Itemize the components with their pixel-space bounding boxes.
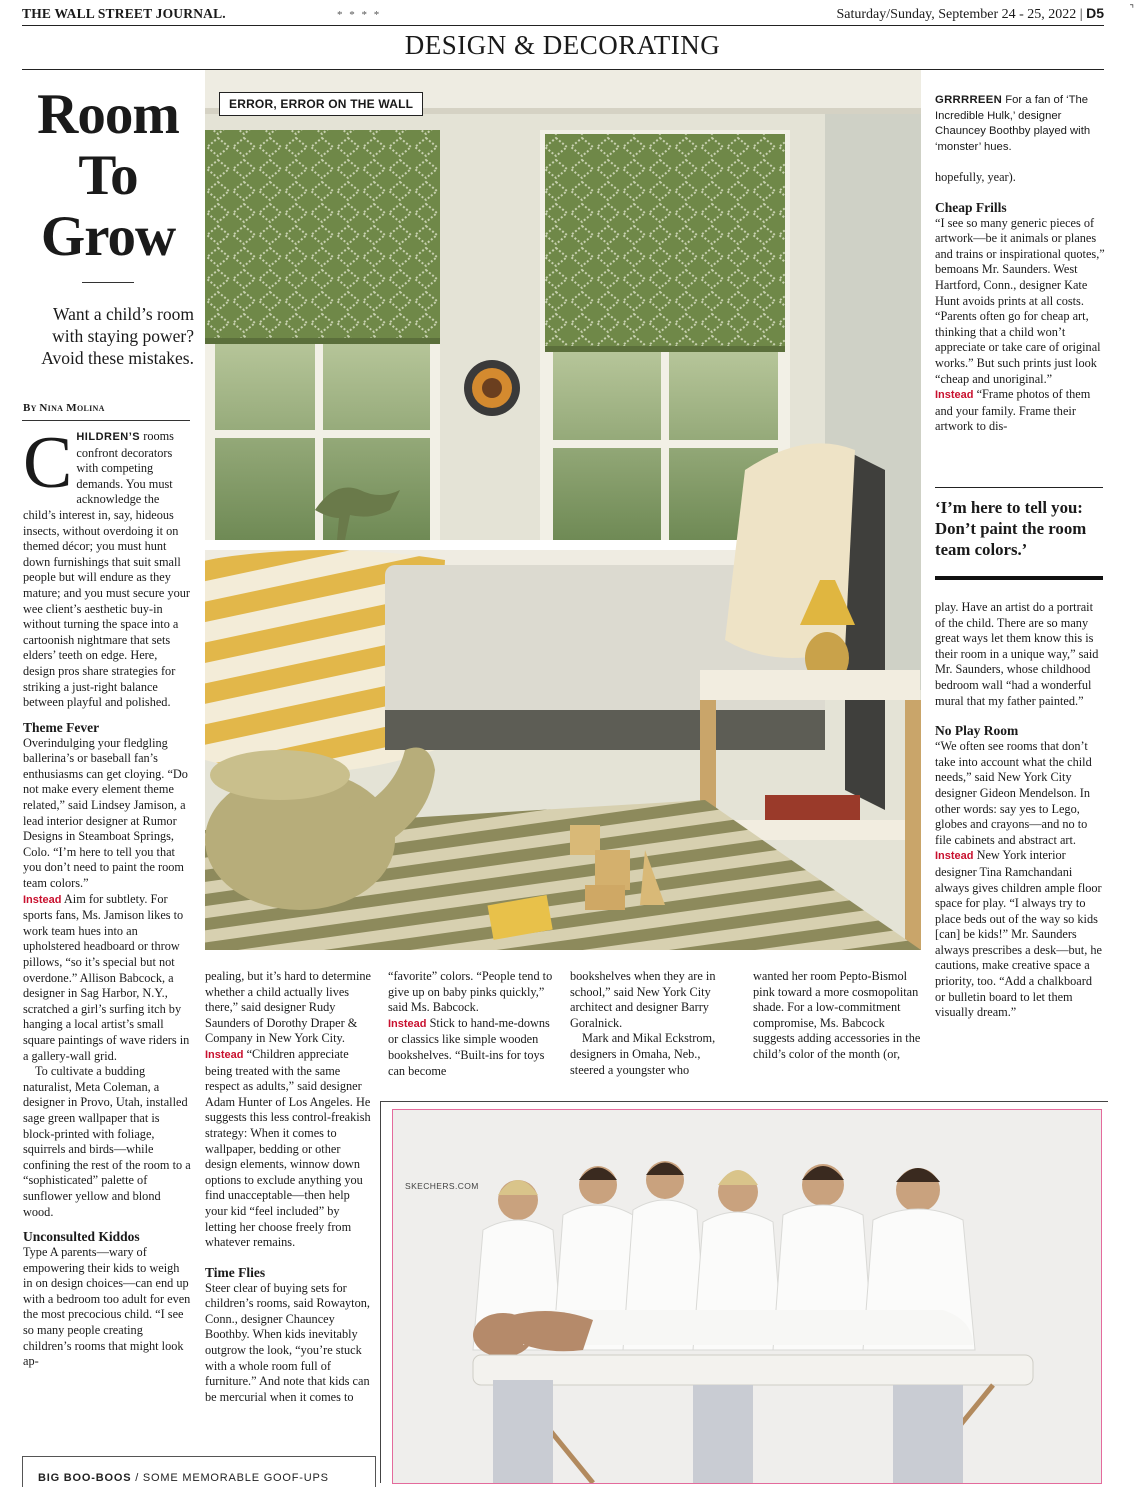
sidebar-separator: / (135, 1472, 140, 1484)
top-rule (22, 25, 1104, 26)
issue-date (837, 5, 1105, 23)
advertisement[interactable] (392, 1109, 1102, 1484)
paragraph (205, 1047, 373, 1251)
byline (23, 402, 105, 414)
page-number: D5 (1086, 5, 1104, 21)
author-name: Nina Molina (39, 402, 105, 414)
pullquote-top-rule (935, 487, 1103, 488)
paragraph: “We often see rooms that don’t take into account what the child needs,” said New York City designer Gideon Mendelson. In other words: say yes to Lego, globes and crayons—and no to file cabinets and abstract art. (935, 739, 1092, 847)
instead-label: Instead (23, 893, 62, 906)
paragraph: “favorite” colors. “People tend to give up on baby pinks quickly,” said Ms. Babcock. (388, 969, 553, 1015)
paragraph-text: Stick to hand-me-downs or classics like simple wooden bookshelves. “Built-ins for toys can become (388, 1015, 550, 1078)
section-title: DESIGN & DECORATING (404, 30, 721, 60)
lead-paragraph (23, 422, 192, 711)
article-column-2 (205, 969, 373, 1405)
photo-label: ERROR, ERROR ON THE WALL (219, 92, 423, 116)
paragraph: “I see so many generic pieces of artwork—be it animals or planes and trains or inspirational quotes,” bemoans Mr. Saunders. West Hartford, Conn., designer Kate Hunt avoids prints at all costs. “Parents often go for cheap art, thinking that a child won’t appreciate or take care of original works.” But such prints just look “cheap and unoriginal.” (935, 215, 1105, 386)
headline-rule (82, 282, 134, 283)
paragraph-text: Aim for subtlety. For sports fans, Ms. Jamison likes to work team hues into an upholstered headboard or throw pillows, “so it’s special but not overdone.” Allison Babcock, a designer in Sag Harbor, N.Y., scratched a girl’s surfing itch by hanging a local artist’s small square paintings of wave riders in a gallery-wall grid. (23, 891, 190, 1063)
bedroom-illustration (205, 70, 921, 950)
paragraph: bookshelves when they are in school,” said New York City architect and designer Barry Goralnick. (570, 969, 716, 1030)
caption-text: For a fan of ‘The Incredible Hulk,’ designer Chauncey Boothby played with ‘monster’ hues. (935, 94, 1091, 153)
instead-label: Instead (205, 1048, 244, 1061)
photo-caption (935, 93, 1103, 155)
headline-line-3: Grow (40, 205, 176, 268)
drop-cap: C (23, 422, 73, 504)
paragraph: pealing, but it’s hard to determine whether a child actually lives there,” said designer Rudy Saunders of Dorothy Draper & Company in New York City. (205, 969, 371, 1046)
paragraph: Steer clear of buying sets for children’s rooms, said Rowayton, Conn., designer Chauncey Boothby. When kids inevitably outgrow the look, “you’re stuck with a whole room full of furniture.” And note that kids can be mercurial when it comes to (205, 1280, 370, 1404)
paragraph-text: rooms confront decorators with competing demands. You must acknowledge the child’s interest in, say, hideous insects, without overdoing it on themed décor; you must hunt down furnishings that suit small people but will endure as they mature; and you must secure your wee client’s aesthetic buy-in without turning the space into a cartoonish nightmare that sets elders’ teeth on edge. Here, design pros share strategies for striking a just-right balance between playful and polished. (23, 429, 190, 710)
edition-stars: * * * * (337, 9, 382, 21)
article-column-4 (570, 969, 738, 1078)
article-column-6-top (935, 170, 1105, 435)
pullquote: ‘I’m here to tell you: Don’t paint the room team colors.’ (935, 498, 1087, 559)
article-column-3 (388, 969, 556, 1079)
massage-ad-illustration (393, 1110, 1101, 1483)
paragraph: hopefully, year). (935, 170, 1016, 184)
sidebar-subheading: SOME MEMORABLE GOOF-UPS (142, 1472, 329, 1484)
crop-mark-icon: ⌝ (1129, 4, 1134, 15)
paragraph (935, 387, 1105, 435)
instead-label: Instead (935, 850, 974, 863)
paragraph (935, 848, 1105, 1021)
paragraph: To cultivate a budding naturalist, Meta Coleman, a designer in Provo, Utah, installed sage green wallpaper that is block-printed with foliage, squirrels and birds—while confining the rest of the room to a “sophisticated” palette of sunflower yellow and blond wood. (23, 1064, 191, 1219)
subhead-unconsulted-kiddos: Unconsulted Kiddos (23, 1229, 140, 1245)
headline-line-1: Room (37, 83, 179, 146)
paragraph-text: New York interior designer Tina Ramchandani always gives children ample floor space for play. “I always try to place beds out of the way so kids [can] be kids!” Mr. Saunders always prescribes a desk—but, he cautions, make creative space a priority, too. “Add a chalkboard or bulletin board to let them visually dream.” (935, 848, 1102, 1020)
byline-rule (22, 420, 190, 421)
subhead-cheap-frills: Cheap Frills (935, 199, 1007, 215)
pullquote-bottom-rule (935, 576, 1103, 580)
bedroom-photo (205, 70, 921, 950)
paragraph (388, 1016, 556, 1079)
paragraph (23, 892, 192, 1065)
headline-line-2: To (78, 144, 138, 207)
dek: Want a child’s room with staying power? Avoid these mistakes. (41, 304, 194, 368)
article-column-1 (23, 422, 192, 1370)
headline (22, 84, 194, 267)
caption-lead: GRRRREEN (935, 94, 1003, 106)
paragraph: Overindulging your fledgling ballerina’s or baseball fan’s enthusiasms can get cloying. “Do not make every element theme related,” said Lindsey Jamison, a lead interior designer at Rumor Designs in Steamboat Springs, Colo. “I’m here to tell you that you don’t need to paint the room team colors.” (23, 735, 188, 891)
subhead-theme-fever: Theme Fever (23, 719, 100, 735)
date-text: Saturday/Sunday, September 24 - 25, 2022 | (836, 7, 1083, 22)
sidebar-title (38, 1472, 329, 1484)
instead-label: Instead (935, 389, 974, 402)
article-column-6-bottom (935, 600, 1105, 1021)
paragraph: wanted her room Pepto-Bismol pink toward a more cosmopolitan shade. For a low-commitment compromise, Ms. Babcock suggests adding accessories in the child’s color of the month (or, (753, 969, 921, 1061)
subhead-time-flies: Time Flies (205, 1264, 266, 1280)
paragraph-text: “Children appreciate being treated with the same respect as adults,” said designer Adam Hunter of Los Angeles. He suggests this less control-freakish strategy: When it comes to wallpaper, bedding or other design elements, winnow down options to exclude anything you find unacceptable—then help your kid “feel included” by letting her choose freely from whatever remains. (205, 1046, 371, 1250)
lead-word: HILDREN’S (76, 431, 141, 443)
paragraph-text: “Frame photos of them and your family. Frame their artwork to dis- (935, 387, 1091, 434)
byline-prefix: By (23, 402, 37, 414)
instead-label: Instead (388, 1017, 427, 1030)
sidebar-heading: BIG BOO-BOOS (38, 1472, 132, 1484)
newspaper-name: THE WALL STREET JOURNAL. (22, 6, 226, 21)
ad-brand[interactable]: SKECHERS.COM (405, 1181, 479, 1191)
article-column-5 (753, 969, 921, 1063)
paragraph: play. Have an artist do a portrait of the child. There are so many great ways let them know this is their room in a unique way,” said Mr. Saunders, whose childhood bedroom wall “had a wonderful mural that my father painted.” (935, 600, 1099, 708)
paragraph: Type A parents—wary of empowering their kids to weigh in on design choices—can end up with a bedroom too adult for even the most precocious child. “I see so many people creating children’s rooms that might look ap- (23, 1245, 191, 1369)
subhead-no-play-room: No Play Room (935, 723, 1019, 739)
paragraph: Mark and Mikal Eckstrom, designers in Omaha, Neb., steered a youngster who (570, 1031, 716, 1077)
